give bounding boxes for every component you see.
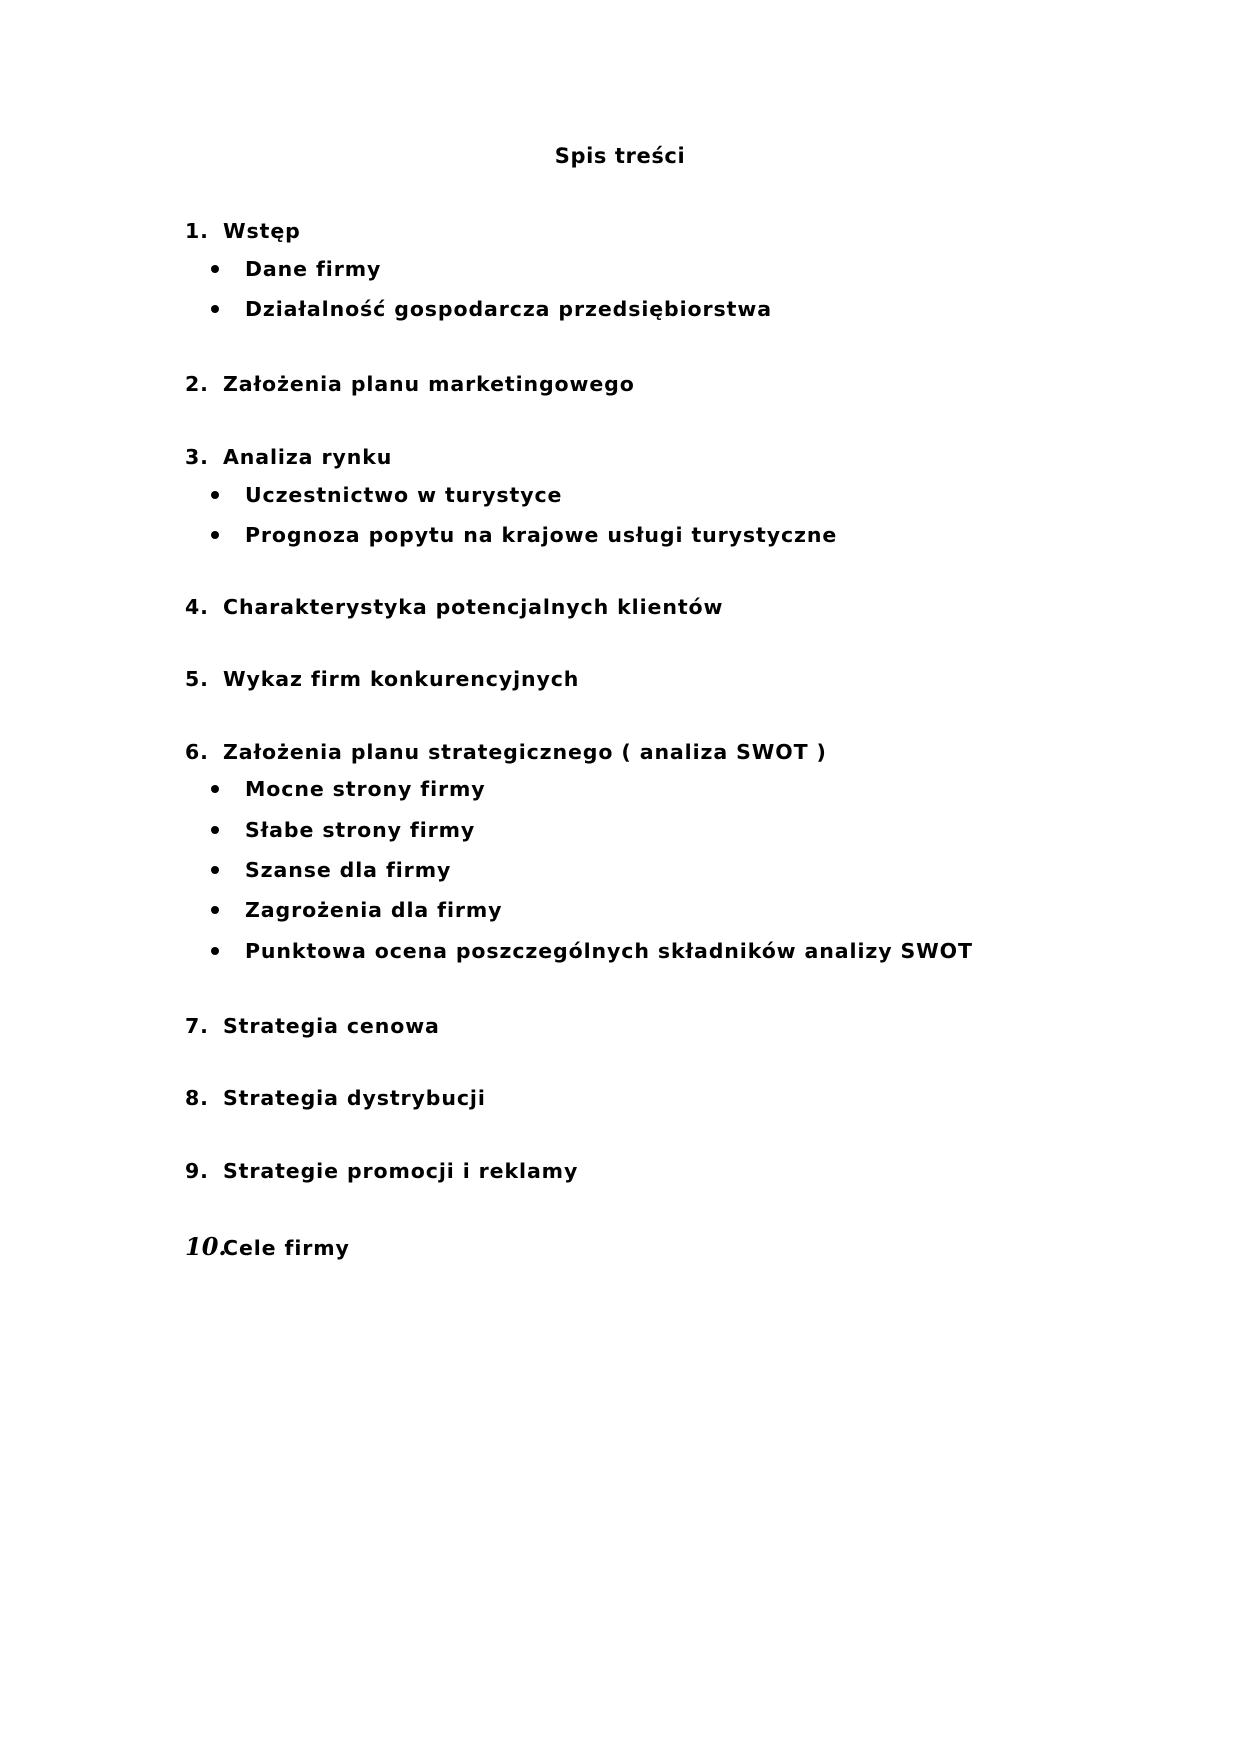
bullet-icon [211,265,219,273]
toc-subitem [245,857,451,883]
toc-item [185,1234,350,1261]
toc-item-label: Wykaz firm konkurencyjnych [223,667,580,691]
toc-item [185,1085,486,1111]
toc-subitem [245,522,837,548]
toc-item [185,444,392,470]
toc-item [185,594,723,620]
toc-subitem [245,776,486,802]
toc-item [185,371,635,397]
toc-subitem-label: Szanse dla firmy [245,858,452,882]
toc-item-label: Założenia planu marketingowego [223,372,635,396]
bullet-icon [211,785,219,793]
bullet-icon [211,947,219,955]
toc-item-label: Strategia dystrybucji [223,1086,486,1110]
toc-item-label: Wstęp [223,219,301,243]
toc-subitem-label: Punktowa ocena poszczególnych składników analizy SWOT [245,939,973,963]
bullet-icon [211,906,219,914]
page-title: Spis treści [554,144,686,168]
toc-item-number: 9. [185,1159,209,1183]
toc-item-label: Analiza rynku [223,445,393,469]
toc-subitem-label: Dane firmy [245,257,382,281]
toc-subitem [245,938,973,964]
toc-subitem [245,897,502,923]
toc-item-label: Strategie promocji i reklamy [223,1159,579,1183]
toc-subitem-label: Prognoza popytu na krajowe usługi turystyczne [245,523,838,547]
bullet-icon [211,826,219,834]
toc-subitem-label: Słabe strony firmy [245,818,476,842]
toc-subitem-label: Mocne strony firmy [245,777,486,801]
toc-item-number: 4. [185,595,209,619]
toc-item-label: Założenia planu strategicznego ( analiza SWOT ) [223,740,827,764]
toc-item [185,739,827,765]
toc-subitem [245,256,381,282]
toc-item-number: 2. [185,372,209,396]
toc-item [185,1013,440,1039]
toc-item-number: 5. [185,667,209,691]
toc-subitem [245,817,475,843]
toc-item-label: Cele firmy [223,1236,350,1260]
toc-item-number: 7. [185,1014,209,1038]
bullet-icon [211,305,219,313]
toc-item-number: 8. [185,1086,209,1110]
toc-item-label: Strategia cenowa [223,1014,440,1038]
toc-subitem-label: Działalność gospodarcza przedsiębiorstwa [245,297,772,321]
toc-subitem-label: Zagrożenia dla firmy [245,898,503,922]
toc-item [185,218,301,244]
toc-item-number: 3. [185,445,209,469]
toc-subitem [245,296,772,322]
bullet-icon [211,531,219,539]
toc-item-number: 6. [185,740,209,764]
toc-item [185,1158,578,1184]
toc-subitem [245,482,562,508]
bullet-icon [211,491,219,499]
bullet-icon [211,866,219,874]
toc-item [185,666,579,692]
toc-item-number: 10. [185,1232,227,1261]
toc-item-number: 1. [185,219,209,243]
toc-item-label: Charakterystyka potencjalnych klientów [223,595,724,619]
toc-subitem-label: Uczestnictwo w turystyce [245,483,563,507]
